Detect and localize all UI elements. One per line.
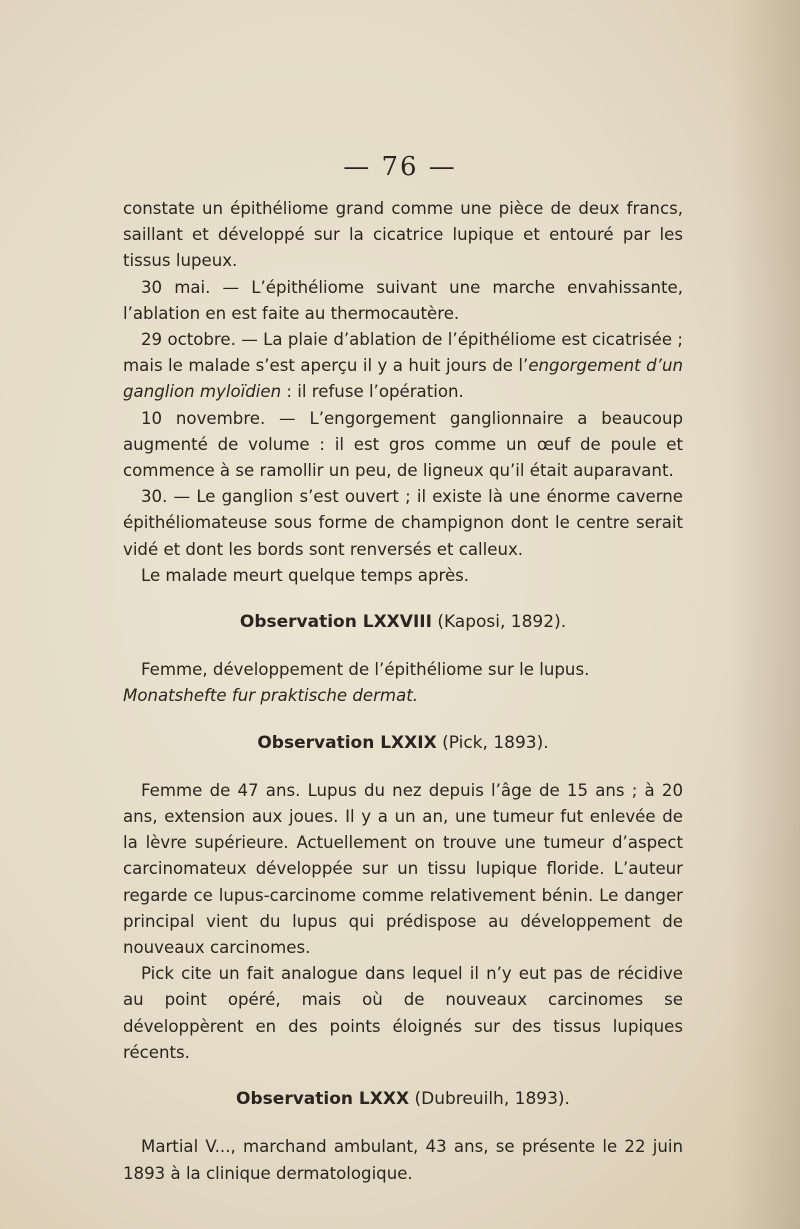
observation-79-paragraph-2: Pick cite un fait analogue dans lequel il n’y eut pas de récidive au point opéré, mais où de nouveaux carcinomes se développèrent en des points éloignés sur des tissus lupiques récents. [123,964,683,1062]
paragraph-29-octobre-end: : il refuse l’opération. [281,382,464,402]
page-body [123,196,683,1187]
paragraph-30-mai: 30 mai. — L’épithéliome suivant une marche envahissante, l’ablation en est faite au thermocautère. [123,277,683,323]
paragraph-continuation: constate un épithéliome grand comme une pièce de deux francs, saillant et développé sur la cicatrice lupique et entouré par les tissus lupeux. [123,199,683,271]
heading-observation-80 [123,1086,683,1112]
paragraph-29-octobre-start: 29 octobre. — La plaie d’ablation de l’épithéliome est cicatrisée ; mais le malade s’est aperçu il y a huit jours de l’ [123,330,683,376]
paragraph-30: 30. — Le ganglion s’est ouvert ; il existe là une énorme caverne épithéliomateuse sous forme de champignon dont le centre serait vidé et dont les bords sont renversés et calleux. [123,487,683,559]
paragraph-deces: Le malade meurt quelque temps après. [141,565,470,585]
heading-observation-78-title: Observation LXXVIII [239,612,432,633]
paragraph-10-novembre: 10 novembre. — L’engorgement ganglionnaire a beaucoup augmenté de volume : il est gros comme un œuf de poule et commence à se ramollir un peu, de ligneux qu’il était auparavant. [123,408,683,481]
observation-78-text: Femme, développement de l’épithéliome sur le lupus. [141,660,590,680]
page-edge-shadow [730,0,800,1229]
heading-observation-80-ref: (Dubreuilh, 1893). [409,1089,570,1110]
heading-observation-79-ref: (Pick, 1893). [436,732,549,753]
heading-observation-80-title: Observation LXXX [236,1089,410,1110]
page-number: — 76 — [343,152,457,182]
observation-78-source-title: Monatshefte fur praktische dermat. [123,686,419,706]
observation-79-paragraph-1: Femme de 47 ans. Lupus du nez depuis l’âge de 15 ans ; à 20 ans, extension aux joues. Il y a un an, une tumeur fut enlevée de la lèvre supérieure. Actuellement on trouve une tumeur d’aspect carcinomateux développée sur un tissu lupique floride. L’auteur regarde ce lupus-carcinome comme relativement bénin. Le danger principal vient du lupus qui prédispose au développement de nouveaux carcinomes. [123,780,683,958]
heading-observation-79-title: Observation LXXIX [257,732,437,753]
emphasis-engorgement: engorgement d’un ganglion myloïdien [123,356,683,402]
observation-80-text: Martial V..., marchand ambulant, 43 ans, se présente le 22 juin 1893 à la clinique dermatologique. [123,1137,683,1183]
heading-observation-78-ref: (Kaposi, 1892). [431,612,567,633]
heading-observation-79 [123,730,683,756]
observation-78-source [123,683,683,709]
paragraph-29-octobre [123,327,683,406]
heading-observation-78 [123,609,683,635]
